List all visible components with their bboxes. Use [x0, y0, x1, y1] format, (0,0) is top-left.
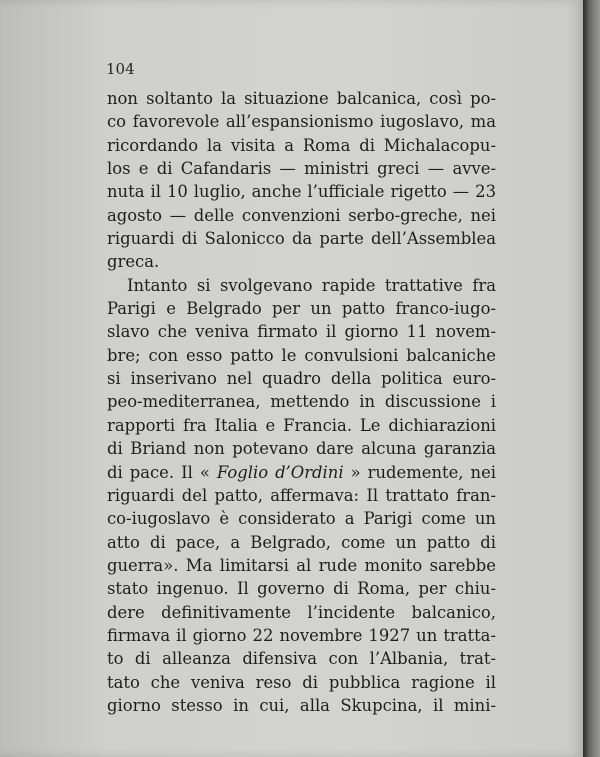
text-line: greca. [107, 252, 160, 272]
text-line: atto di pace, a Belgrado, come un patto di [107, 532, 496, 552]
text-line: los e di Cafandaris — ministri greci — avve- [107, 159, 496, 179]
text-line: Parigi e Belgrado per un patto franco-iugo- [107, 299, 496, 319]
text-line: guerra». Ma limitarsi al rude monito sarebbe [107, 555, 496, 575]
text-line: Intanto si svolgevano rapide trattative fra [127, 275, 496, 295]
newspaper-title: Foglio d’Ordini [216, 462, 344, 482]
text-line: slavo che veniva firmato il giorno 11 novem- [107, 322, 496, 342]
text-line: to di alleanza difensiva con l’Albania, trat- [107, 649, 496, 669]
page-number: 104 [106, 60, 135, 78]
page-edge-shadow [583, 0, 600, 757]
text-line: di Briand non potevano dare alcuna garanzia [107, 439, 496, 459]
text-line: riguardi di Salonicco da parte dell’Assemblea [107, 229, 496, 249]
text-line: bre; con esso patto le convulsioni balcaniche [107, 345, 496, 365]
text-line: co favorevole all’espansionismo iugoslavo, ma [107, 112, 496, 132]
text-line: agosto — delle convenzioni serbo-greche, nei [107, 205, 496, 225]
text-line: firmava il giorno 22 novembre 1927 un tratta- [107, 625, 496, 645]
text-line-with-italic [107, 461, 496, 484]
text-line: non soltanto la situazione balcanica, così po- [107, 89, 496, 108]
text-line: nuta il 10 luglio, anche l’ufficiale rigetto — 23 [107, 182, 496, 202]
text-line: ricordando la visita a Roma di Michalacopu- [107, 135, 496, 155]
text-line: riguardi del patto, affermava: Il trattato fran- [107, 485, 496, 505]
text-line: co-iugoslavo è considerato a Parigi come un [107, 509, 496, 529]
text-line: stato ingenuo. Il governo di Roma, per chiu- [107, 579, 496, 599]
text-line: dere definitivamente l’incidente balcanico, [107, 602, 496, 622]
body-text [107, 87, 496, 717]
text-line: tato che veniva reso di pubblica ragione il [107, 672, 496, 692]
text-line: peo-mediterranea, mettendo in discussione i [107, 392, 496, 412]
text-line: rapporti fra Italia e Francia. Le dichiarazioni [107, 415, 496, 435]
text-line: giorno stesso in cui, alla Skupcina, il mini- [107, 695, 496, 715]
text-line: si inserivano nel quadro della politica euro- [107, 369, 496, 389]
text-before-title: di pace. Il « [107, 462, 210, 482]
text-after-title: » rudemente, nei [350, 462, 497, 482]
